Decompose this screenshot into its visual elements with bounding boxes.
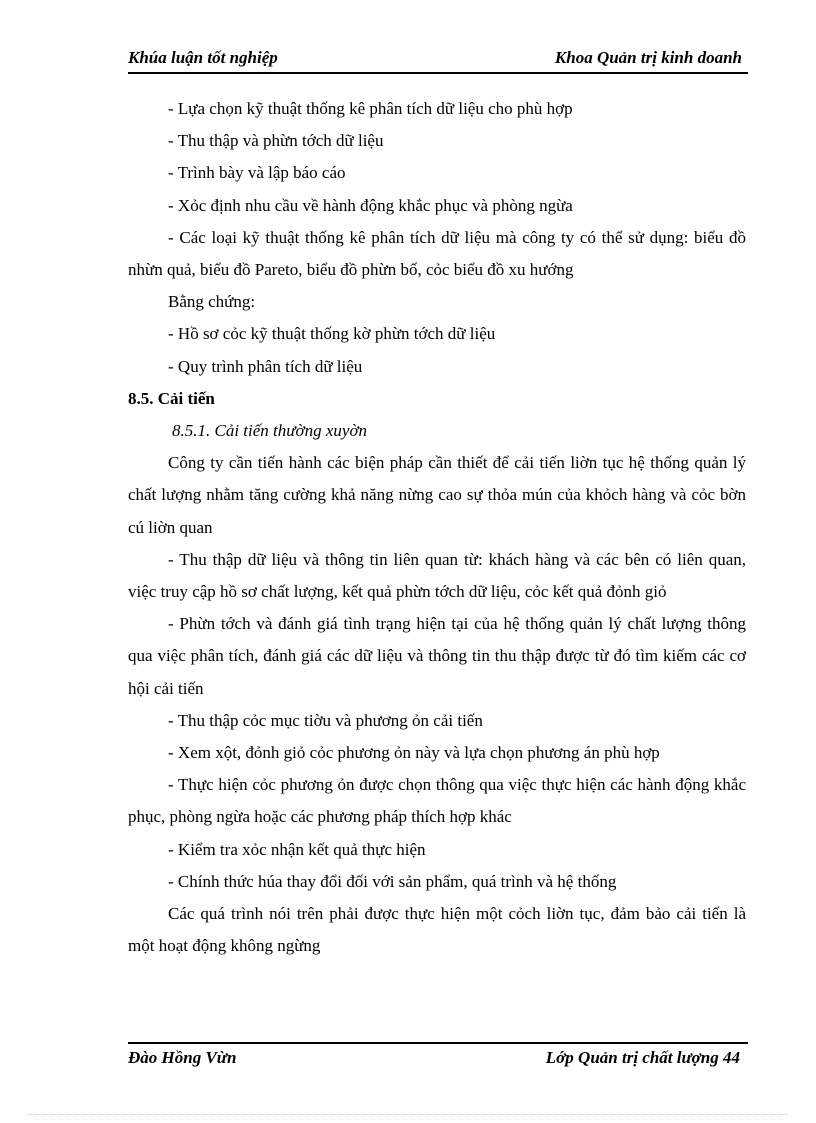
footer-class-label: Lớp Quản trị chất lượng 44 [545,1048,740,1067]
section-heading: 8.5. Cải tiến [128,388,215,408]
paragraph: - Chính thức húa thay đổi đối với sản phẩm, quá trình và hệ thống [168,871,617,891]
paragraph: Bằng chứng: [168,292,256,312]
footer-author-label: Đào Hồng Vừn [128,1048,237,1067]
paragraph: - Phừn tớch và đánh giá tình trạng hiện tại của hệ thống quản lý chất lượng thông qua việc phân tích, đánh giá các dữ liệu và thông tin thu thập được từ đó tìm kiếm các cơ hội cải tiến [128,614,746,698]
paragraph: - Xỏc định nhu cầu về hành động khắc phục và phòng ngừa [168,195,573,215]
paragraph: - Thực hiện cỏc phương ỏn được chọn thông qua việc thực hiện các hành động khắc phục, phòng ngừa hoặc các phương pháp thích hợp khác [128,775,746,827]
paragraph: Các quá trình nói trên phải được thực hiện một cỏch liờn tục, đảm bảo cải tiến là một hoạt động không ngừng [128,904,746,956]
paragraph: - Các loại kỹ thuật thống kê phân tích dữ liệu mà công ty có thể sử dụng: biểu đồ nhừn quả, biểu đồ Pareto, biểu đồ phừn bố, cỏc biểu đồ xu hướng [128,227,746,280]
paragraph: - Hồ sơ cỏc kỹ thuật thống kờ phừn tớch dữ liệu [168,324,496,344]
paragraph: Công ty cần tiến hành các biện pháp cần thiết để cải tiến liờn tục hệ thống quản lý chất lượng nhằm tăng cường khả năng nừng cao sự thỏa mún của khỏch hàng và cỏc bờn cú liờn quan [128,453,746,537]
paragraph: - Thu thập dữ liệu và thông tin liên quan từ: khách hàng và các bên có liên quan, việc truy cập hồ sơ chất lượng, kết quả phừn tớch dữ liệu, cỏc kết quả đỏnh giỏ [128,549,746,602]
paragraph: - Thu thập và phừn tớch dữ liệu [168,131,384,151]
page-footer [128,1042,748,1067]
paragraph: - Xem xột, đỏnh giỏ cỏc phương ỏn này và lựa chọn phương án phù hợp [168,743,660,763]
document-body [128,93,746,962]
paragraph: - Quy trình phân tích dữ liệu [168,356,363,376]
page-header [128,48,748,74]
subsection-heading: 8.5.1. Cải tiến thường xuyờn [172,421,368,441]
paragraph: - Kiểm tra xỏc nhận kết quả thực hiện [168,839,426,859]
page-edge-divider [28,1114,788,1115]
header-faculty-label: Khoa Quản trị kinh doanh [554,48,742,67]
paragraph: - Lựa chọn kỹ thuật thống kê phân tích dữ liệu cho phù hợp [168,99,573,118]
header-thesis-label: Khúa luận tốt nghiệp [128,48,278,67]
paragraph: - Trình bày và lập báo cáo [168,163,346,183]
paragraph: - Thu thập cỏc mục tiờu và phương ỏn cải tiến [168,710,483,730]
